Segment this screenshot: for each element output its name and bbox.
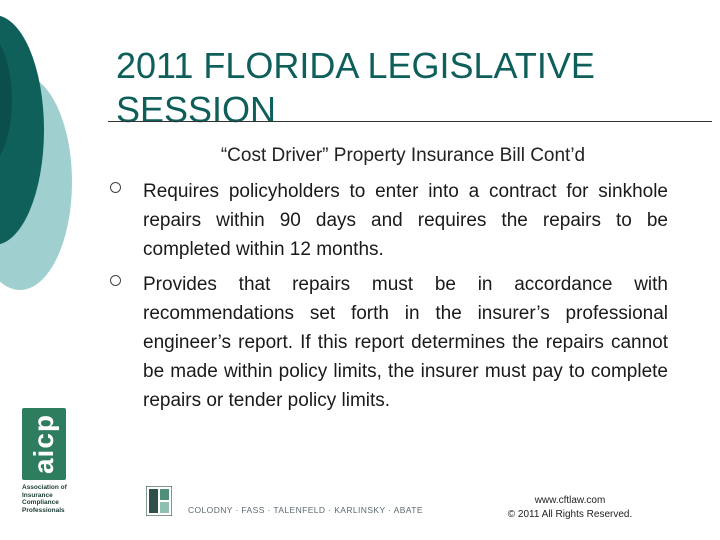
- slide-title: 2011 FLORIDA LEGISLATIVE SESSION: [116, 45, 595, 131]
- footer-url: www.cftlaw.com: [534, 495, 606, 506]
- bullet-text: Requires policyholders to enter into a contract for sinkhole repairs within 90 days and requires the repairs to be completed within 12 months.: [143, 181, 668, 260]
- firm-logo-icon: [146, 486, 172, 516]
- footer: [470, 494, 670, 522]
- firm-name: COLODNY · FASS · TALENFELD · KARLINSKY · ABATE: [188, 505, 423, 515]
- title-divider: [108, 121, 712, 122]
- firm-logo: [146, 486, 446, 518]
- aicp-logo-caption: Association of Insurance Compliance Professionals: [22, 484, 67, 514]
- bullet-list: [110, 177, 668, 421]
- bullet-text: Provides that repairs must be in accordance with recommendations set forth in the insurer’s professional engineer’s report. If this report determines the repairs cannot be made within policy limits, the insurer must pay to complete repairs or tender policy limits.: [143, 274, 668, 411]
- decorative-circles: [0, 0, 110, 300]
- circle-bullet-icon: [110, 182, 121, 193]
- aicp-logo-mark: [22, 408, 66, 480]
- footer-copyright: © 2011 All Rights Reserved.: [507, 509, 633, 520]
- bullet-item: [110, 177, 668, 264]
- slide-subtitle: “Cost Driver” Property Insurance Bill Cont’d: [220, 145, 586, 166]
- circle-bullet-icon: [110, 275, 121, 286]
- aicp-logo-letters: aicp: [28, 413, 59, 475]
- bullet-item: [110, 270, 668, 415]
- aicp-logo: [22, 408, 70, 526]
